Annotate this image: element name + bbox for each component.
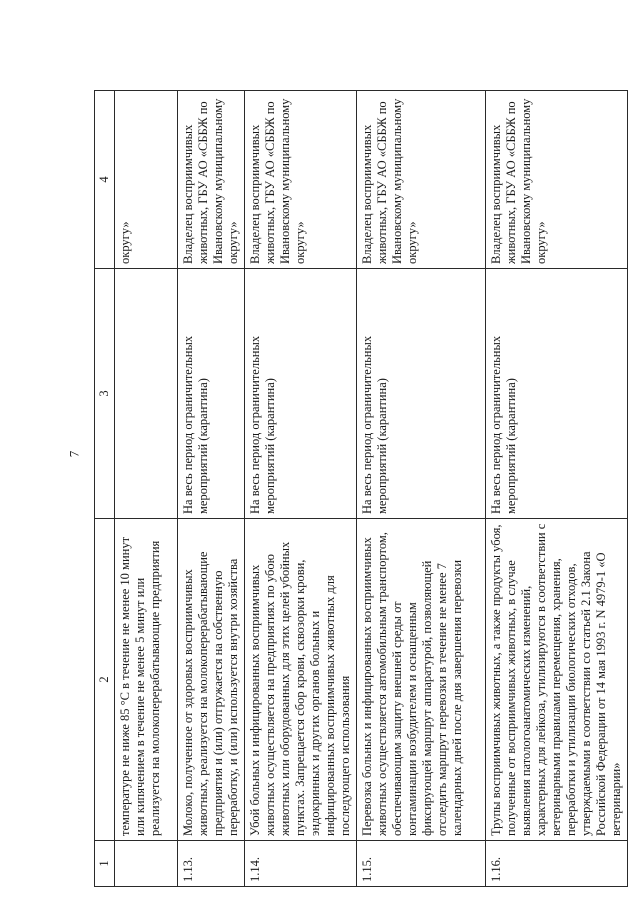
measure-period: На весь период ограничительных мероприятий (карантина): [245, 269, 357, 519]
table-row: [115, 91, 178, 887]
header-col-3: 3: [95, 269, 115, 519]
table-row: [357, 91, 486, 887]
measure-responsible: Владелец восприимчивых животных, ГБУ АО «СББЖ по Ивановскому муниципальному округу»: [357, 91, 486, 269]
measure-responsible: Владелец восприимчивых животных, ГБУ АО «СББЖ по Ивановскому муниципальному округу»: [245, 91, 357, 269]
table-row: [486, 91, 628, 887]
row-number: 1.14.: [245, 841, 357, 887]
rotated-sheet: [94, 91, 623, 887]
row-number: 1.16.: [486, 841, 628, 887]
measures-table: [94, 90, 628, 887]
header-col-4: 4: [95, 91, 115, 269]
table-row: [245, 91, 357, 887]
page-number: 7: [66, 450, 82, 458]
row-number: 1.15.: [357, 841, 486, 887]
measure-responsible: округу»: [115, 91, 178, 269]
measure-period: На весь период ограничительных мероприятий (карантина): [357, 269, 486, 519]
measure-period: [115, 269, 178, 519]
measure-text: Молоко, полученное от здоровых восприимчивых животных, реализуется на молокоперерабатывающие предприятия и (или) отгружается на собственную переработку, и (или) используется внутри хозяйства: [178, 519, 245, 841]
measure-text: температуре не ниже 85 °С в течение не менее 10 минут или кипячением в течение не менее 5 минут или реализуется на молокоперерабатывающие предприятия: [115, 519, 178, 841]
measure-period: На весь период ограничительных мероприятий (карантина): [486, 269, 628, 519]
row-number: [115, 841, 178, 887]
measure-text: Убой больных и инфицированных восприимчивых животных осуществляется на предприятиях по убою животных или оборудованных для этих целей убойных пунктах. Запрещается сбор крови, сквозорки крови, эндокринных и других органов больных и инфицированных восприимчивых животных для последующего использования: [245, 519, 357, 841]
rotated-table-wrapper: [94, 91, 623, 887]
measure-period: На весь период ограничительных мероприятий (карантина): [178, 269, 245, 519]
header-col-2: 2: [95, 519, 115, 841]
measure-responsible: Владелец восприимчивых животных, ГБУ АО «СББЖ по Ивановскому муниципальному округу»: [178, 91, 245, 269]
measure-text: Трупы восприимчивых животных, а также продукты убоя, полученные от восприимчивых животных, в случае выявления патологоанатомических изменений, характерных для лейкоза, утилизируются в соответствии с ветеринарными правилами перемещения, хранения, переработки и утилизации биологических отходов, утверждаемыми в соответствии со статьей 2.1 Закона Российской Федерации от 14 мая 1993 г. N 4979-1 «О ветеринарии»: [486, 519, 628, 841]
header-row: [95, 91, 115, 887]
row-number: 1.13.: [178, 841, 245, 887]
measure-responsible: Владелец восприимчивых животных, ГБУ АО «СББЖ по Ивановскому муниципальному округу»: [486, 91, 628, 269]
table-row: [178, 91, 245, 887]
header-col-1: 1: [95, 841, 115, 887]
measure-text: Перевозка больных и инфицированных восприимчивых животных осуществляется автомобильным транспортом, обеспечивающим защиту внешней среды от контаминации возбудителем и оснащенным фиксирующей маршрут аппаратурой, позволяющей отследить маршрут перевозки в течение не менее 7 календарных дней после дня завершения перевозки: [357, 519, 486, 841]
